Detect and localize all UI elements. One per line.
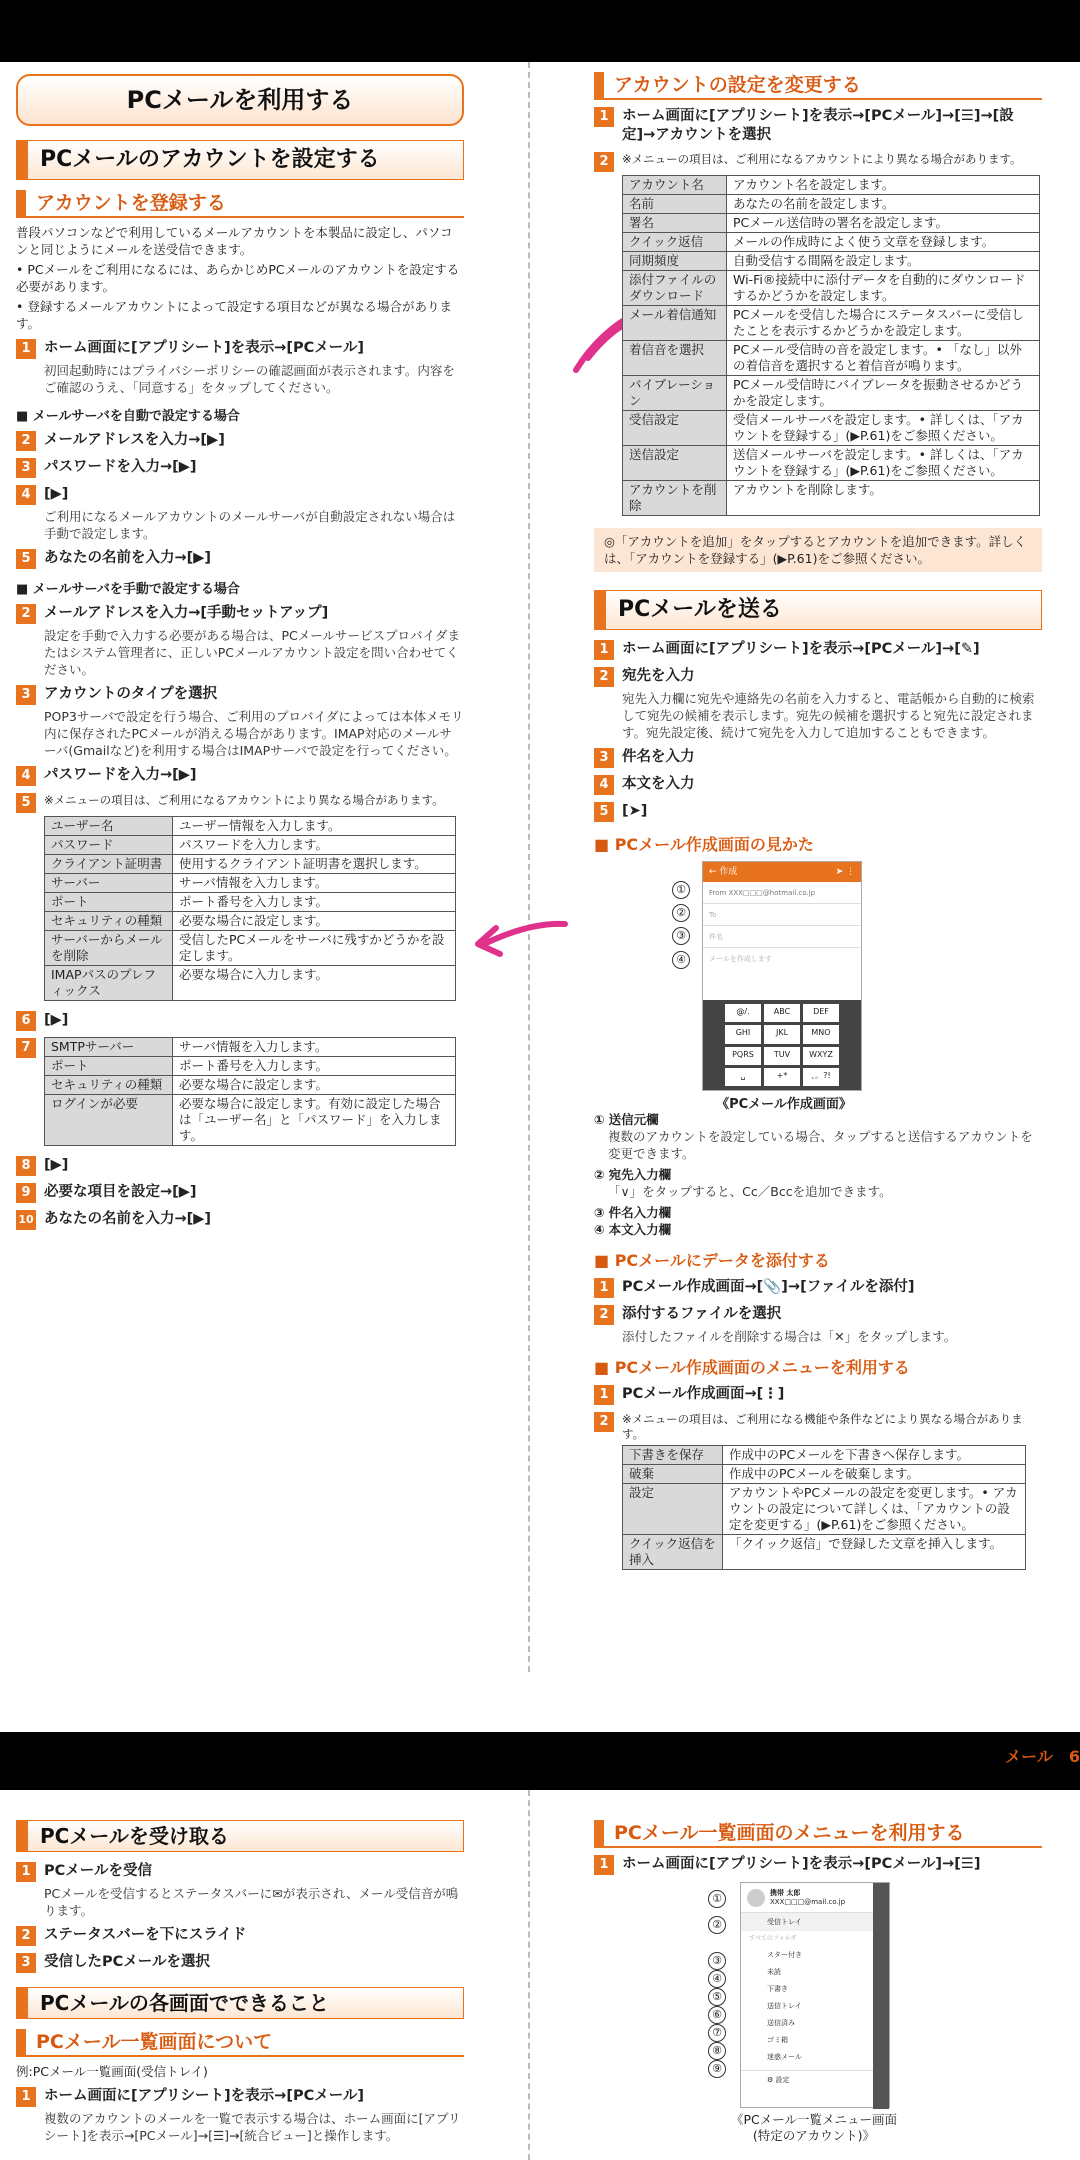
step-text: [▶] [44,486,69,502]
step [16,431,464,451]
table-key: 破棄 [623,1465,723,1484]
back-arrow-icon: ← [709,867,720,877]
compose-screen-heading: ■ PCメール作成画面の見かた [594,835,814,854]
step-text: アカウントのタイプを選択 [44,686,218,702]
step-text: ホーム画面に[アプリシート]を表示→[PCメール] [44,2088,365,2104]
step [594,748,1042,768]
callout-number: ⑨ [708,2060,726,2078]
table-key: アカウントを削除 [623,481,727,516]
drawer-item [741,1913,889,1931]
table-key: 名前 [623,195,727,214]
attach-heading: ■ PCメールにデータを添付する [594,1251,830,1270]
keyboard-key: ABC [764,1004,800,1022]
table-row [45,893,456,912]
table-value: PCメールを受信した場合にステータスバーに受信したことを表示するかどうかを設定します。 [727,306,1040,341]
table-key: セキュリティの種類 [45,1076,173,1095]
section-heading-each-screen: PCメールの各画面でできること [16,1987,464,2019]
step [594,1305,1042,1325]
step-text: あなたの名前を入力→[▶] [44,1211,212,1227]
table-key: 送信設定 [623,446,727,481]
table-key: 着信音を選択 [623,341,727,376]
callout-number: ④ [672,951,690,969]
callout-number: ① [594,1112,605,1127]
subheading-list-screen: PCメール一覧画面について [16,2029,464,2057]
table-row [623,446,1040,481]
step-text: 件名を入力 [622,749,695,765]
step-number: 4 [594,775,614,795]
drawer-item [741,1964,889,1981]
tip-box: ◎「アカウントを追加」をタップするとアカウントを追加できます。詳しくは、「アカウントを登録する」(▶P.61)をご参照ください。 [594,528,1042,572]
table-value: 必要な場合に入力します。 [173,966,456,1001]
compose-phone-screenshot [702,861,862,1091]
table-row [623,195,1040,214]
table-row [45,817,456,836]
step-number: 1 [594,107,614,127]
callout-number: ④ [594,1222,605,1237]
table-row [45,1095,456,1146]
table-key: ユーザー名 [45,817,173,836]
table-value: 使用するクライアント証明書を選択します。 [173,855,456,874]
drawer-item-label: 受信トレイ [767,1918,802,1926]
table-row [623,1484,1026,1535]
keyboard-key: WXYZ [803,1047,839,1065]
step-number: 7 [16,1038,36,1058]
callout-number: ⑥ [708,2006,726,2024]
step-text: PCメール作成画面→[⋮] [622,1386,785,1402]
step-text: ホーム画面に[アプリシート]を表示→[PCメール]→[✎] [622,641,980,657]
keyboard-key: TUV [764,1047,800,1065]
drawer-settings-label: 設定 [775,2076,790,2084]
step-number: 2 [594,1305,614,1325]
step-number: 1 [594,1278,614,1298]
compose-menu-table [622,1445,1026,1570]
step-number: 5 [16,549,36,569]
step [16,685,464,705]
step-number: 3 [16,458,36,478]
table-key: セキュリティの種類 [45,912,173,931]
step [16,2087,464,2107]
callout-number: ② [594,1167,605,1182]
step-text: 本文を入力 [622,776,695,792]
step-number: 1 [16,339,36,359]
step-text: ホーム画面に[アプリシート]を表示→[PCメール] [44,340,365,356]
table-row [45,855,456,874]
step [16,549,464,569]
bullet-text: • 登録するメールアカウントによって設定する項目などが異なる場合があります。 [16,299,452,331]
table-key: 受信設定 [623,411,727,446]
column-divider [528,1790,530,2160]
step-number: 9 [16,1183,36,1203]
table-value: メールの作成時によく使う文章を登録します。 [727,233,1040,252]
table-row [623,1446,1026,1465]
callout-number: ③ [594,1205,605,1220]
step-number: 8 [16,1156,36,1176]
from-field: From XXX□□□@hotmail.co.jp [703,882,861,904]
table-value: 受信メールサーバを設定します。• 詳しくは、「アカウントを登録する」(▶P.61)をご参照ください。 [727,411,1040,446]
drawer-item [741,2032,889,2049]
pink-annotation-arrow-icon [470,914,570,964]
section-heading-receive: PCメールを受け取る [16,1820,464,1852]
table-row [45,931,456,966]
step-text: 受信したPCメールを選択 [44,1954,210,1970]
drawer-item-label: 送信済み [767,2019,795,2027]
subject-field: 件名 [703,926,861,948]
table-value: 自動受信する間隔を設定します。 [727,252,1040,271]
table-key: クイック返信 [623,233,727,252]
table-value: ポート番号を入力します。 [173,1057,456,1076]
step-text: PCメールを受信 [44,1863,152,1879]
table-value: 作成中のPCメールを下書きへ保存します。 [723,1446,1026,1465]
table-value: PCメール送信時の署名を設定します。 [727,214,1040,233]
table-value: ユーザー情報を入力します。 [173,817,456,836]
keyboard-key: 、。?! [803,1068,839,1086]
table-value: あなたの名前を設定します。 [727,195,1040,214]
step [16,1156,464,1176]
step [594,1385,1042,1405]
page1-left-column [16,74,464,1233]
table-row [623,176,1040,195]
step-text: PCメール作成画面→[📎]→[ファイルを添付] [622,1279,915,1295]
drawer-item-label: 未読 [767,1968,781,1976]
table-row [45,1076,456,1095]
step-number: 4 [16,766,36,786]
step-description: 初回起動時にはプライバシーポリシーの確認画面が表示されます。内容をご確認のうえ、「同意する」をタップしてください。 [44,363,455,395]
step [16,339,464,359]
table-value: 必要な場合に設定します。 [173,912,456,931]
page2-left-column [16,1820,464,2148]
list-menu-illustration [594,1878,1042,2148]
drawer-item [741,1998,889,2015]
section-heading-account: PCメールのアカウントを設定する [16,140,464,180]
table-key: クイック返信を挿入 [623,1535,723,1570]
step [16,1183,464,1203]
step-number: 2 [594,152,614,172]
keyboard-key: GHI [725,1025,761,1043]
table-value: アカウントやPCメールの設定を変更します。• アカウントの設定について詳しくは、「アカウントの設定を変更する」(▶P.61)をご参照ください。 [723,1484,1026,1535]
step [594,802,1042,822]
drawer-item-label: ゴミ箱 [767,2036,788,2044]
drawer-item-label: 迷惑メール [767,2053,802,2061]
table-row [45,874,456,893]
avatar [747,1889,765,1907]
step-number: 4 [16,485,36,505]
step [16,458,464,478]
step-text: パスワードを入力→[▶] [44,459,197,475]
subheading-register: アカウントを登録する [16,190,464,218]
step-text: ホーム画面に[アプリシート]を表示→[PCメール]→[☰] [622,1856,981,1872]
table-key: 添付ファイルのダウンロード [623,271,727,306]
table-value: Wi-Fi®接続中に添付データを自動的にダウンロードするかどうかを設定します。 [727,271,1040,306]
drawer-item [741,2015,889,2032]
drawer-item [741,1981,889,1998]
step-number: 1 [16,1862,36,1882]
step-text: [▶] [44,1012,69,1028]
step-note: ※メニューの項目は、ご利用になる機能や条件などにより異なる場合があります。 [622,1412,1023,1441]
table-value: 必要な場合に設定します。 [173,1076,456,1095]
table-key: サーバーからメールを削除 [45,931,173,966]
to-field: To [703,904,861,926]
callout-number: ① [672,881,690,899]
callout-description [594,1166,1042,1183]
table-key: 下書きを保存 [623,1446,723,1465]
body-field: メールを作成します [709,955,772,963]
table-key: アカウント名 [623,176,727,195]
step-note: ※メニューの項目は、ご利用になるアカウントにより異なる場合があります。 [44,793,444,807]
keyboard-key: MNO [803,1025,839,1043]
step [594,152,1042,172]
step [16,1953,464,1973]
table-row [623,341,1040,376]
page1-right-column [594,72,1042,1570]
middle-black-bar [0,1732,1080,1790]
step [594,107,1042,145]
table-row [45,836,456,855]
step-description: 設定を手動で入力する必要がある場合は、PCメールサービスプロバイダまたはシステム管理者に、正しいPCメールアカウント設定を問い合わせてください。 [44,628,461,677]
step-note: ※メニューの項目は、ご利用になるアカウントにより異なる場合があります。 [622,152,1022,166]
table-value: 「クイック返信」で登録した文章を挿入します。 [723,1535,1026,1570]
step [16,1210,464,1230]
step [594,640,1042,660]
step [594,1278,1042,1298]
step-text: [▶] [44,1157,69,1173]
keyboard-key: PQRS [725,1047,761,1065]
callout-number: ⑦ [708,2024,726,2042]
keyboard-key: DEF [803,1004,839,1022]
table-value: サーバ情報を入力します。 [173,1038,456,1057]
compose-caption: 《PCメール作成画面》 [716,1097,852,1112]
callout-title: 送信元欄 [608,1112,659,1127]
table-key: 署名 [623,214,727,233]
compose-menu-heading: ■ PCメール作成画面のメニューを利用する [594,1358,910,1377]
callout-number: ③ [672,927,690,945]
table-row [623,376,1040,411]
keyboard-key: JKL [764,1025,800,1043]
table-value: パスワードを入力します。 [173,836,456,855]
step [594,667,1042,687]
step-number: 2 [16,1926,36,1946]
table-value: PCメール受信時の音を設定します。• 「なし」以外の着信音を選択すると着信音が鳴ります。 [727,341,1040,376]
table-row [45,912,456,931]
example-text: 例:PCメール一覧画面(受信トレイ) [16,2064,208,2079]
callout-number: ⑧ [708,2042,726,2060]
column-divider [528,62,530,1672]
subheading-change-settings: アカウントの設定を変更する [594,72,1042,100]
callout-number: ⑤ [708,1988,726,2006]
step-number: 1 [594,1385,614,1405]
account-name: 携帯 太郎 [770,1888,801,1897]
subheading-list-menu: PCメール一覧画面のメニューを利用する [594,1820,1042,1848]
step [16,766,464,786]
keyboard [703,1000,861,1090]
table-row [623,233,1040,252]
step-text: 必要な項目を設定→[▶] [44,1184,197,1200]
step-text: ステータスバーを下にスライド [44,1927,247,1943]
drawer-account-header [741,1883,889,1913]
account-email: XXX□□□@mail.co.jp [770,1897,846,1906]
table-value: サーバ情報を入力します。 [173,874,456,893]
incoming-server-table [44,816,456,1001]
table-value: 作成中のPCメールを破棄します。 [723,1465,1026,1484]
table-value: アカウントを削除します。 [727,481,1040,516]
callout-number: ④ [708,1970,726,1988]
table-value: ポート番号を入力します。 [173,893,456,912]
table-key: メール着信通知 [623,306,727,341]
caption-line: (特定のアカウント)》 [752,2128,876,2143]
step-text: メールアドレスを入力→[▶] [44,432,225,448]
callout-description [594,1204,1042,1221]
drawer-item-label: 下書き [767,1985,788,1993]
step-text: [➤] [622,803,648,819]
step [16,1862,464,1882]
step-number: 1 [594,640,614,660]
table-row [45,1057,456,1076]
step-description: POP3サーバで設定を行う場合、ご利用のプロバイダによっては本体メモリ内に保存されたPCメールが消える場合があります。IMAP対応のメールサーバ(Gmailなど)を利用する場合はIMAPサーバで設定を行ってください。 [44,709,464,758]
bullet-text: • PCメールをご利用になるには、あらかじめPCメールのアカウントを設定する必要があります。 [16,262,460,294]
step-number: 1 [594,1855,614,1875]
background-list-overlay [873,1883,889,2109]
callout-description [594,1111,1042,1128]
send-icon: ➤ ⋮ [835,867,855,877]
manual-page-2 [0,1790,1080,2160]
callout-description [594,1221,1042,1238]
table-value: 必要な場合に設定します。有効に設定した場合は「ユーザー名」と「パスワード」を入力します。 [173,1095,456,1146]
compose-app-bar [703,862,861,882]
step [16,1926,464,1946]
table-value: 受信したPCメールをサーバに残すかどうかを設定します。 [173,931,456,966]
section-heading-send: PCメールを送る [594,590,1042,630]
step-text: あなたの名前を入力→[▶] [44,550,212,566]
callout-number: ① [708,1890,726,1908]
table-row [623,252,1040,271]
table-key: ポート [45,893,173,912]
step [16,604,464,624]
table-key: ポート [45,1057,173,1076]
step-text: 添付するファイルを選択 [622,1306,782,1322]
drawer-settings [741,2070,889,2088]
step [16,793,464,813]
step-number: 2 [16,604,36,624]
step-number: 1 [16,2087,36,2107]
step [16,1011,464,1031]
step-number: 2 [594,1412,614,1432]
step-number: 5 [594,802,614,822]
callout-detail: 複数のアカウントを設定している場合、タップすると送信するアカウントを変更できます。 [608,1129,1033,1161]
table-row [623,1535,1026,1570]
caption-line: 《PCメール一覧メニュー画面 [730,2112,898,2127]
subsection-label: ■ メールサーバを自動で設定する場合 [16,409,240,424]
callout-title: 宛先入力欄 [608,1167,672,1182]
table-row [45,966,456,1001]
step-description: 添付したファイルを削除する場合は「✕」をタップします。 [622,1329,957,1344]
step [594,1855,1042,1875]
outgoing-server-table [44,1037,456,1146]
gear-icon: ⚙ [767,2076,776,2084]
compose-illustration [594,861,1042,1111]
table-key: IMAPパスのプレフィックス [45,966,173,1001]
callout-number: ② [672,904,690,922]
step-text: パスワードを入力→[▶] [44,767,197,783]
table-row [623,306,1040,341]
table-key: サーバー [45,874,173,893]
drawer-item [741,1947,889,1964]
step [16,485,464,505]
table-value: PCメール受信時にバイブレータを振動させるかどうかを設定します。 [727,376,1040,411]
step-description: PCメールを受信するとステータスバーに✉が表示され、メール受信音が鳴ります。 [44,1886,459,1918]
page2-right-column [594,1820,1042,2148]
table-row [623,1465,1026,1484]
step-number: 6 [16,1011,36,1031]
drawer-item-label: スター付き [767,1951,802,1959]
callout-number: ② [708,1916,726,1934]
table-key: バイブレーション [623,376,727,411]
table-key: 同期頻度 [623,252,727,271]
drawer-phone-screenshot [740,1882,890,2108]
callout-detail: 「∨」をタップすると、Cc／Bccを追加できます。 [608,1184,892,1199]
step-text: ホーム画面に[アプリシート]を表示→[PCメール]→[☰]→[設定]→アカウントを選択 [622,108,1014,143]
table-value: アカウント名を設定します。 [727,176,1040,195]
table-row [623,411,1040,446]
callout-title: 件名入力欄 [608,1205,672,1220]
table-row [45,1038,456,1057]
main-title: PCメールを利用する [16,74,464,126]
step-description: 複数のアカウントのメールを一覧で表示する場合は、ホーム画面に[アプリシート]を表示→[PCメール]→[☰]→[統合ビュー]と操作します。 [44,2111,461,2143]
step-text: メールアドレスを入力→[手動セットアップ] [44,605,329,621]
intro-text: 普段パソコンなどで利用しているメールアカウントを本製品に設定し、パソコンと同じようにメールを送受信できます。 [16,225,453,257]
top-black-bar [0,0,1080,62]
compose-title: 作成 [719,867,738,877]
drawer-item [741,2049,889,2066]
table-row [623,271,1040,306]
table-key: SMTPサーバー [45,1038,173,1057]
list-menu-caption [654,2112,974,2144]
drawer-item-label: 送信トレイ [767,2002,802,2010]
table-key: 設定 [623,1484,723,1535]
table-row [623,214,1040,233]
step-number: 2 [594,667,614,687]
step [594,775,1042,795]
step-description: ご利用になるメールアカウントのメールサーバが自動設定されない場合は手動で設定します。 [44,509,456,541]
step-number: 2 [16,431,36,451]
keyboard-key: ␣ [725,1068,761,1086]
account-settings-table [622,175,1040,516]
subsection-label: ■ メールサーバを手動で設定する場合 [16,582,240,597]
table-key: ログインが必要 [45,1095,173,1146]
manual-page-1 [0,62,1080,1766]
step-text: 宛先を入力 [622,668,695,684]
table-value: 送信メールサーバを設定します。• 詳しくは、「アカウントを登録する」(▶P.61)をご参照ください。 [727,446,1040,481]
step [594,1412,1042,1442]
step-number: 3 [16,1953,36,1973]
drawer-section-label: すべてのフォルダ [749,1935,797,1942]
step-number: 5 [16,793,36,813]
step-number: 3 [594,748,614,768]
step-number: 10 [16,1210,36,1230]
table-key: クライアント証明書 [45,855,173,874]
callout-number: ③ [708,1952,726,1970]
callout-title: 本文入力欄 [608,1222,672,1237]
page-footer: メール 6 [1005,1747,1080,1766]
table-row [623,481,1040,516]
keyboard-key: +* [764,1068,800,1086]
step-description: 宛先入力欄に宛先や連絡先の名前を入力すると、電話帳から自動的に検索して宛先の候補を表示します。宛先の候補を選択すると宛先に設定されます。宛先設定後、続けて宛先を入力して追加することもできます。 [622,691,1035,740]
step-number: 3 [16,685,36,705]
keyboard-key: @/. [725,1004,761,1022]
table-key: パスワード [45,836,173,855]
